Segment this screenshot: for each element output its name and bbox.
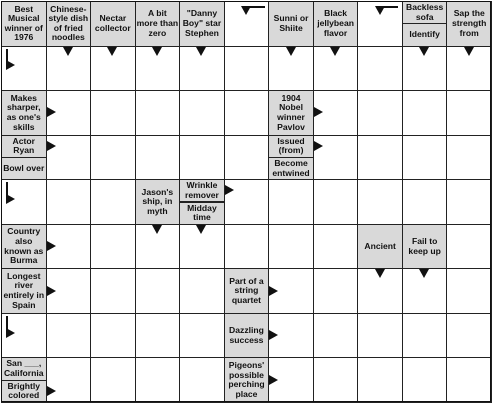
right-arrow-icon (269, 375, 278, 385)
answer-cell[interactable] (357, 313, 403, 359)
clue-cell (1, 1, 47, 47)
clue-cell (446, 1, 492, 47)
answer-cell[interactable] (446, 357, 492, 403)
clue-text: A bit more than zero (136, 8, 179, 38)
answer-cell[interactable] (90, 224, 136, 270)
clue-cell (224, 268, 270, 314)
clue-cell (179, 179, 225, 202)
answer-cell[interactable] (402, 179, 448, 225)
right-arrow-icon (225, 185, 234, 195)
right-arrow-icon (47, 141, 56, 151)
clue-text: Sunni or Shiite (273, 13, 309, 33)
answer-cell[interactable] (357, 46, 403, 92)
clue-text: Issued (from) (277, 135, 305, 156)
clue-text: Brightly colored (7, 380, 40, 401)
clue-cell (1, 268, 47, 314)
down-arrow-icon (419, 47, 429, 56)
answer-cell[interactable] (90, 179, 136, 225)
right-arrow-icon (314, 107, 323, 117)
answer-cell[interactable] (357, 357, 403, 403)
clue-cell (224, 313, 270, 359)
clue-text: Wrinkle remover (184, 180, 219, 200)
clue-text: 1904 Nobel winner Pavlov (277, 92, 305, 132)
answer-cell[interactable] (357, 179, 403, 225)
down-arrow-icon (196, 225, 206, 234)
answer-cell[interactable] (446, 179, 492, 225)
clue-cell (268, 157, 314, 180)
down-arrow-icon (63, 47, 73, 56)
clue-text: Midday time (187, 202, 217, 223)
clue-text: Actor Ryan (12, 135, 35, 156)
clue-text: Dazzling success (229, 325, 264, 345)
answer-cell[interactable] (402, 357, 448, 403)
clue-cell (224, 357, 270, 403)
answer-cell[interactable] (402, 90, 448, 136)
answer-cell[interactable] (179, 135, 225, 181)
answer-cell[interactable] (446, 268, 492, 314)
answer-cell[interactable] (313, 357, 359, 403)
clue-cell (1, 357, 47, 380)
clue-cell (46, 1, 92, 47)
clue-text: Jason's ship, in myth (141, 186, 174, 216)
answer-cell[interactable] (90, 268, 136, 314)
clue-text: Pigeons' possible perching place (228, 359, 265, 399)
clue-cell (268, 1, 314, 47)
clue-text: Country also known as Burma (4, 226, 44, 266)
answer-cell[interactable] (268, 179, 314, 225)
answer-cell[interactable] (224, 135, 270, 181)
answer-cell[interactable] (402, 135, 448, 181)
clue-cell (268, 135, 314, 158)
clue-cell (1, 380, 47, 403)
clue-text: Makes sharper, as one's skills (6, 92, 41, 132)
answer-cell[interactable] (90, 313, 136, 359)
answer-cell[interactable] (135, 135, 181, 181)
clue-cell (179, 202, 225, 225)
clue-cell (1, 90, 47, 136)
right-arrow-icon (47, 286, 56, 296)
answer-cell[interactable] (135, 357, 181, 403)
answer-cell[interactable] (135, 90, 181, 136)
answer-cell[interactable] (446, 135, 492, 181)
answer-cell[interactable] (135, 313, 181, 359)
clue-text: Ancient (364, 240, 396, 251)
down-arrow-icon (152, 47, 162, 56)
down-arrow-icon (286, 47, 296, 56)
clue-cell (357, 224, 403, 270)
right-arrow-icon (269, 286, 278, 296)
clue-text: Identify (409, 29, 440, 40)
right-arrow-icon (314, 141, 323, 151)
answer-cell[interactable] (446, 90, 492, 136)
clue-text: Best Musical winner of 1976 (4, 3, 43, 43)
down-arrow-icon (375, 269, 385, 278)
clue-text: San ___, California (3, 358, 44, 379)
clue-cell (402, 224, 448, 270)
answer-cell[interactable] (179, 90, 225, 136)
down-arrow-icon (196, 47, 206, 56)
answer-cell[interactable] (402, 313, 448, 359)
clue-cell (402, 23, 448, 46)
answer-cell[interactable] (446, 313, 492, 359)
answer-cell[interactable] (313, 179, 359, 225)
answer-cell[interactable] (446, 224, 492, 270)
answer-cell[interactable] (313, 313, 359, 359)
clue-text: Fail to keep up (408, 235, 441, 256)
clue-text: Longest river entirely in Spain (3, 270, 45, 310)
answer-cell[interactable] (179, 268, 225, 314)
clue-text: Sap the strength from (452, 8, 487, 38)
answer-cell[interactable] (46, 179, 92, 225)
clue-cell (402, 1, 448, 24)
crossword-grid (1, 1, 491, 402)
answer-cell[interactable] (224, 90, 270, 136)
clue-cell (268, 90, 314, 136)
clue-cell (179, 1, 225, 47)
answer-cell[interactable] (313, 224, 359, 270)
clue-cell (1, 135, 47, 158)
answer-cell[interactable] (268, 224, 314, 270)
clue-text: Bowl over (3, 162, 45, 173)
right-arrow-icon (47, 386, 56, 396)
clue-text: Part of a string quartet (229, 275, 264, 305)
down-arrow-icon (107, 47, 117, 56)
answer-cell[interactable] (46, 357, 92, 403)
clue-text: Black jellybean flavor (317, 8, 354, 38)
answer-cell[interactable] (179, 313, 225, 359)
clue-cell (1, 157, 47, 180)
answer-cell[interactable] (357, 135, 403, 181)
down-arrow-icon (419, 269, 429, 278)
answer-cell[interactable] (90, 135, 136, 181)
answer-cell[interactable] (179, 357, 225, 403)
down-arrow-icon (330, 47, 340, 56)
down-arrow-icon (464, 47, 474, 56)
clue-cell (135, 179, 181, 225)
answer-cell[interactable] (90, 357, 136, 403)
down-arrow-icon (152, 225, 162, 234)
right-arrow-icon (47, 241, 56, 251)
clue-text: Become entwined (272, 157, 310, 178)
clue-cell (90, 1, 136, 47)
answer-cell[interactable] (90, 90, 136, 136)
clue-text: Backless sofa (406, 2, 444, 22)
right-arrow-icon (47, 107, 56, 117)
answer-cell[interactable] (357, 90, 403, 136)
clue-cell (313, 1, 359, 47)
clue-cell (1, 224, 47, 270)
clue-text: Nectar collector (94, 13, 131, 33)
answer-cell[interactable] (224, 46, 270, 92)
clue-text: Chinese-style dish of fried noodles (48, 3, 89, 43)
clue-text: "Danny Boy" star Stephen (182, 8, 222, 38)
clue-cell (135, 1, 181, 47)
answer-cell[interactable] (224, 224, 270, 270)
answer-cell[interactable] (135, 268, 181, 314)
right-arrow-icon (269, 330, 278, 340)
answer-cell[interactable] (313, 268, 359, 314)
answer-cell[interactable] (46, 313, 92, 359)
